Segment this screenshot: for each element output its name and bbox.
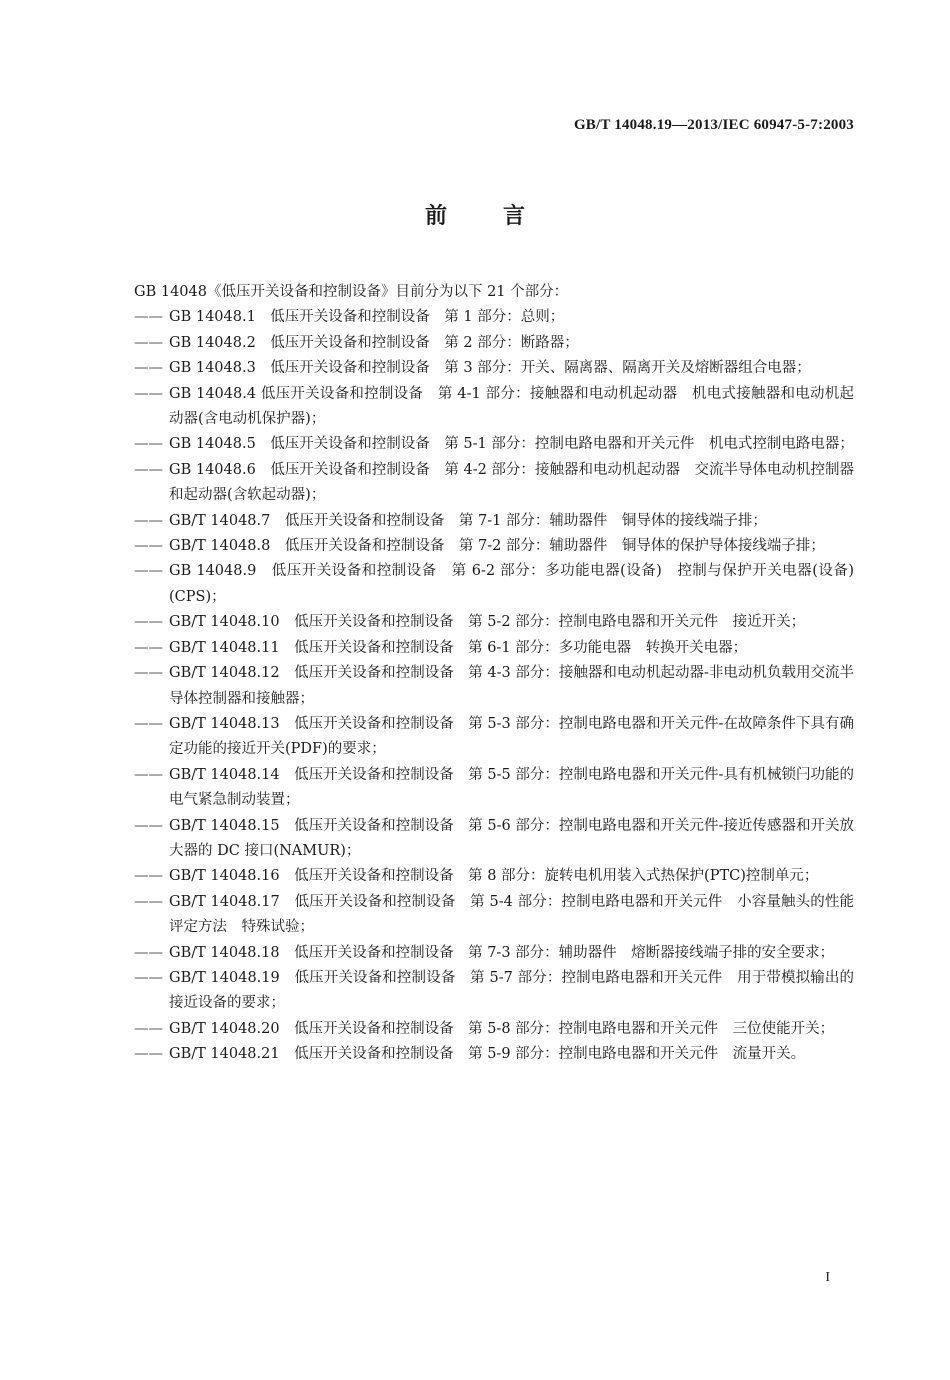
list-dash: ——	[134, 1046, 163, 1063]
list-item	[134, 382, 854, 433]
list-dash: ——	[134, 360, 163, 377]
list-item	[134, 864, 854, 889]
list-dash: ——	[134, 563, 163, 580]
list-dash: ——	[134, 893, 163, 910]
list-item-text: GB/T 14048.17 低压开关设备和控制设备 第 5-4 部分：控制电路电器和开关元件 小容量触头的性能评定方法 特殊试验；	[169, 893, 854, 936]
list-item	[134, 763, 854, 814]
list-item-text: GB 14048.2 低压开关设备和控制设备 第 2 部分：断路器；	[169, 334, 579, 351]
list-item	[134, 1017, 854, 1042]
list-item	[134, 636, 854, 661]
list-item	[134, 814, 854, 865]
list-item	[134, 305, 854, 330]
list-dash: ——	[134, 639, 163, 656]
list-item-text: GB/T 14048.14 低压开关设备和控制设备 第 5-5 部分：控制电路电器和开关元件-具有机械锁闩功能的电气紧急制动装置；	[169, 766, 854, 809]
list-item-text: GB/T 14048.7 低压开关设备和控制设备 第 7-1 部分：辅助器件 铜导体的接线端子排；	[169, 512, 767, 529]
list-item	[134, 712, 854, 763]
list-item-text: GB/T 14048.15 低压开关设备和控制设备 第 5-6 部分：控制电路电器和开关元件-接近传感器和开关放大器的 DC 接口(NAMUR)；	[169, 817, 854, 859]
list-dash: ——	[134, 944, 163, 961]
page-number: I	[825, 1270, 830, 1285]
list-item-text: GB/T 14048.12 低压开关设备和控制设备 第 4-3 部分：接触器和电动机起动器-非电动机负载用交流半导体控制器和接触器；	[169, 665, 854, 707]
list-item	[134, 559, 854, 610]
list-item	[134, 661, 854, 712]
list-item	[134, 509, 854, 534]
list-dash: ——	[134, 969, 163, 986]
list-item-text: GB 14048.3 低压开关设备和控制设备 第 3 部分：开关、隔离器、隔离开关及熔断器组合电器；	[169, 360, 811, 377]
list-dash: ——	[134, 309, 163, 326]
list-dash: ——	[134, 538, 163, 555]
list-item	[134, 432, 854, 457]
list-dash: ——	[134, 385, 163, 402]
list-item	[134, 941, 854, 966]
list-dash: ——	[134, 461, 163, 478]
list-dash: ——	[134, 868, 163, 885]
list-item	[134, 331, 854, 356]
parts-list	[134, 305, 854, 1067]
list-item	[134, 966, 854, 1017]
list-item-text: GB 14048.4 低压开关设备和控制设备 第 4-1 部分：接触器和电动机起动器 机电式接触器和电动机起动器(含电动机保护器)；	[169, 385, 854, 428]
list-item-text: GB 14048.1 低压开关设备和控制设备 第 1 部分：总则；	[169, 309, 565, 326]
list-item	[134, 356, 854, 381]
list-item-text: GB/T 14048.20 低压开关设备和控制设备 第 5-8 部分：控制电路电器和开关元件 三位使能开关；	[169, 1020, 835, 1037]
list-item-text: GB/T 14048.19 低压开关设备和控制设备 第 5-7 部分：控制电路电器和开关元件 用于带模拟输出的接近设备的要求；	[169, 969, 854, 1012]
list-dash: ——	[134, 715, 163, 732]
page-title: 前言	[424, 204, 581, 229]
list-item-text: GB/T 14048.10 低压开关设备和控制设备 第 5-2 部分：控制电路电器和开关元件 接近开关；	[169, 614, 806, 631]
list-dash: ——	[134, 817, 163, 834]
list-item-text: GB/T 14048.13 低压开关设备和控制设备 第 5-3 部分：控制电路电器和开关元件-在故障条件下具有确定功能的接近开关(PDF)的要求；	[169, 715, 854, 758]
list-dash: ——	[134, 1020, 163, 1037]
list-item-text: GB 14048.6 低压开关设备和控制设备 第 4-2 部分：接触器和电动机起动器 交流半导体电动机控制器和起动器(含软起动器)；	[169, 461, 854, 504]
list-item-text: GB/T 14048.11 低压开关设备和控制设备 第 6-1 部分：多功能电器 转换开关电器；	[169, 639, 748, 656]
list-item	[134, 1042, 854, 1067]
list-item-text: GB 14048.5 低压开关设备和控制设备 第 5-1 部分：控制电路电器和开关元件 机电式控制电路电器；	[169, 436, 854, 453]
list-item-text: GB/T 14048.21 低压开关设备和控制设备 第 5-9 部分：控制电路电器和开关元件 流量开关。	[169, 1046, 806, 1063]
intro-paragraph: GB 14048《低压开关设备和控制设备》目前分为以下 21 个部分：	[134, 284, 569, 300]
list-item-text: GB 14048.9 低压开关设备和控制设备 第 6-2 部分：多功能电器(设备) 控制与保护开关电器(设备)(CPS)；	[169, 563, 854, 605]
list-dash: ——	[134, 614, 163, 631]
foreword-body	[134, 280, 854, 1068]
list-dash: ——	[134, 436, 163, 453]
list-item-text: GB/T 14048.8 低压开关设备和控制设备 第 7-2 部分：辅助器件 铜导体的保护导体接线端子排；	[169, 538, 825, 555]
list-dash: ——	[134, 665, 163, 682]
list-item	[134, 458, 854, 509]
list-item	[134, 534, 854, 559]
list-dash: ——	[134, 334, 163, 351]
standard-code-header: GB/T 14048.19—2013/IEC 60947-5-7:2003	[573, 117, 854, 133]
list-item	[134, 610, 854, 635]
list-item-text: GB/T 14048.18 低压开关设备和控制设备 第 7-3 部分：辅助器件 熔断器接线端子排的安全要求；	[169, 944, 835, 961]
list-dash: ——	[134, 512, 163, 529]
list-item-text: GB/T 14048.16 低压开关设备和控制设备 第 8 部分：旋转电机用装入式热保护(PTC)控制单元；	[169, 868, 819, 885]
list-item	[134, 890, 854, 941]
list-dash: ——	[134, 766, 163, 783]
